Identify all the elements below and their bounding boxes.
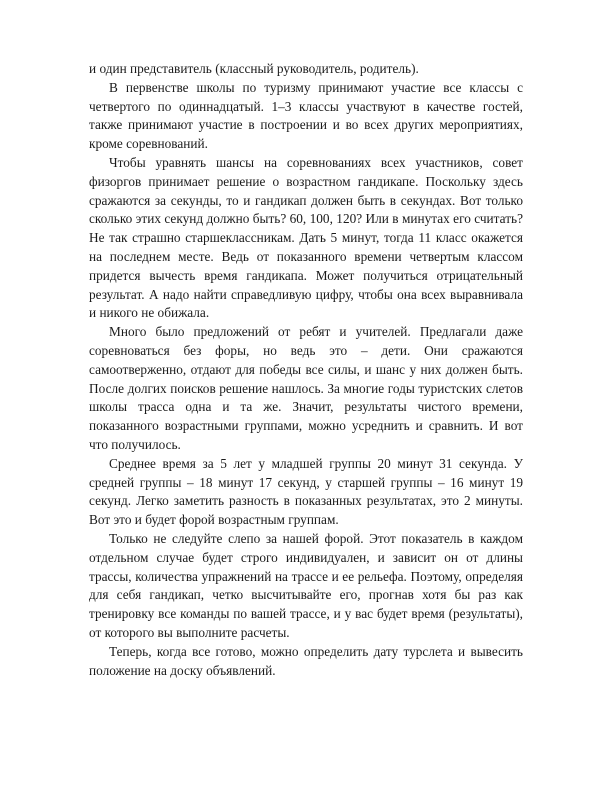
paragraph-average-times: Среднее время за 5 лет у младшей группы 20 минут 31 секунда. У средней группы – 18 минут 17 секунд, у старшей группы – 16 минут 19 секунд. Легко заметить разность в показанных результатах, это 2 минуты. Вот это и будет форой возрастным группам.: [89, 455, 523, 528]
paragraph-conclusion: Теперь, когда все готово, можно определить дату турслета и вывесить положение на доску объявлений.: [89, 643, 523, 678]
paragraph-continuation: и один представитель (классный руководитель, родитель).: [89, 61, 419, 76]
paragraph-proposals: Много было предложений от ребят и учителей. Предлагали даже соревноваться без форы, но ведь это – дети. Они сражаются самоотверженно, отдают для победы все силы, и шанс у них должен быть. После долгих поисков решение нашлось. За многие годы туристских слетов школы трасса одна и та же. Значит, результаты чистого времени, показанного возрастными группами, можно усреднить и сравнить. И вот что получилось.: [89, 324, 523, 452]
paragraph-handicap-question: Чтобы уравнять шансы на соревнованиях всех участников, совет физоргов принимает решение о возрастном гандикапе. Поскольку здесь сражаются за секунды, то и гандикап должен быть в секундах. Вот только сколько этих секунд должно быть? 60, 100, 120? Или в минутах его считать? Не так страшно старшеклассникам. Дать 5 минут, тогда 11 класс окажется на последнем месте. Ведь от показанного времени четвертым классом придется вычесть время гандикапа. Может получиться отрицательный результат. А надо найти справедливую цифру, чтобы она всех выравнивала и никого не обижала.: [89, 154, 523, 321]
paragraph-advice: Только не следуйте слепо за нашей форой. Этот показатель в каждом отдельном случае будет строго индивидуален, и зависит он от длины трассы, количества упражнений на трассе и ее рельефа. Поэтому, определяя для себя гандикап, четко высчитывайте его, прогнав хотя бы раз как тренировку все команды по вашей трассе, и у вас будет время (результаты), от которого вы выполните расчеты.: [89, 530, 523, 640]
paragraph-participants: В первенстве школы по туризму принимают участие все классы с четвертого по одиннадцатый. 1–3 классы участвуют в качестве гостей, также принимают участие в построении и во всех других мероприятиях, кроме соревнований.: [89, 79, 523, 152]
document-page: [89, 60, 523, 680]
